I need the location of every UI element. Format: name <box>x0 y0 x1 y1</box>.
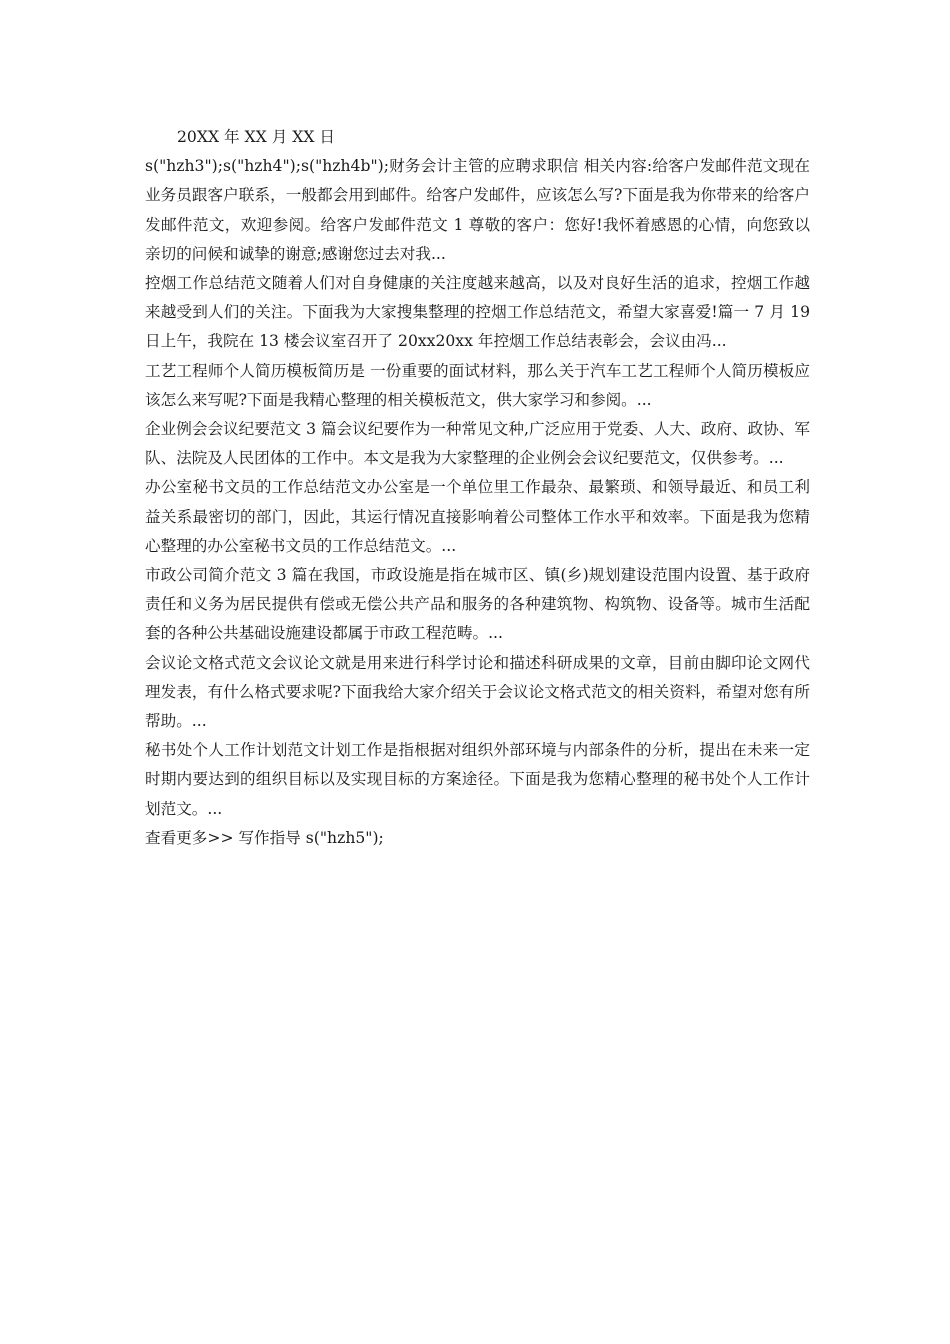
paragraph-email-article: s("hzh3");s("hzh4");s("hzh4b");财务会计主管的应聘求职信 相关内容:给客户发邮件范文现在业务员跟客户联系，一般都会用到邮件。给客户发邮件，应该怎么写?下面是我为你带来的给客户发邮件范文，欢迎参阅。给客户发邮件范文 1 尊敬的客户：您好!我怀着感恩的心情，向您致以亲切的问候和诚挚的谢意;感谢您过去对我... <box>145 157 810 263</box>
paragraph-office-secretary: 办公室秘书文员的工作总结范文办公室是一个单位里工作最杂、最繁琐、和领导最近、和员工利益关系最密切的部门，因此，其运行情况直接影响着公司整体工作水平和效率。下面是我为您精心整理的办公室秘书文员的工作总结范文。... <box>145 478 810 555</box>
paragraph-meeting-minutes: 企业例会会议纪要范文 3 篇会议纪要作为一种常见文种,广泛应用于党委、人大、政府、政协、军队、法院及人民团体的工作中。本文是我为大家整理的企业例会会议纪要范文，仅供参考。... <box>145 420 810 468</box>
date-line: 20XX 年 XX 月 XX 日 <box>177 128 336 146</box>
paragraph-secretariat-plan: 秘书处个人工作计划范文计划工作是指根据对组织外部环境与内部条件的分析，提出在未来一定时期内要达到的组织目标以及实现目标的方案途径。下面是我为您精心整理的秘书处个人工作计划范文。... <box>145 741 810 818</box>
paragraph-municipal-company: 市政公司简介范文 3 篇在我国，市政设施是指在城市区、镇(乡)规划建设范围内设置、基于政府责任和义务为居民提供有偿或无偿公共产品和服务的各种建筑物、构筑物、设备等。城市生活配套的各种公共基础设施建设都属于市政工程范畴。... <box>145 566 810 643</box>
paragraph-engineer-resume: 工艺工程师个人简历模板简历是 一份重要的面试材料，那么关于汽车工艺工程师个人简历模板应该怎么来写呢?下面是我精心整理的相关模板范文，供大家学习和参阅。... <box>145 361 810 409</box>
document-body <box>145 123 810 853</box>
view-more-line: 查看更多>> 写作指导 s("hzh5"); <box>145 828 384 847</box>
paragraph-smoking-control: 控烟工作总结范文随着人们对自身健康的关注度越来越高，以及对良好生活的追求，控烟工作越来越受到人们的关注。下面我为大家搜集整理的控烟工作总结范文，希望大家喜爱!篇一 7 月 19 日上午，我院在 13 楼会议室召开了 20xx20xx 年控烟工作总结表彰会，会议由冯... <box>145 274 810 351</box>
paragraph-conference-paper: 会议论文格式范文会议论文就是用来进行科学讨论和描述科研成果的文章，目前由脚印论文网代理发表，有什么格式要求呢?下面我给大家介绍关于会议论文格式范文的相关资料，希望对您有所帮助。... <box>145 653 810 731</box>
